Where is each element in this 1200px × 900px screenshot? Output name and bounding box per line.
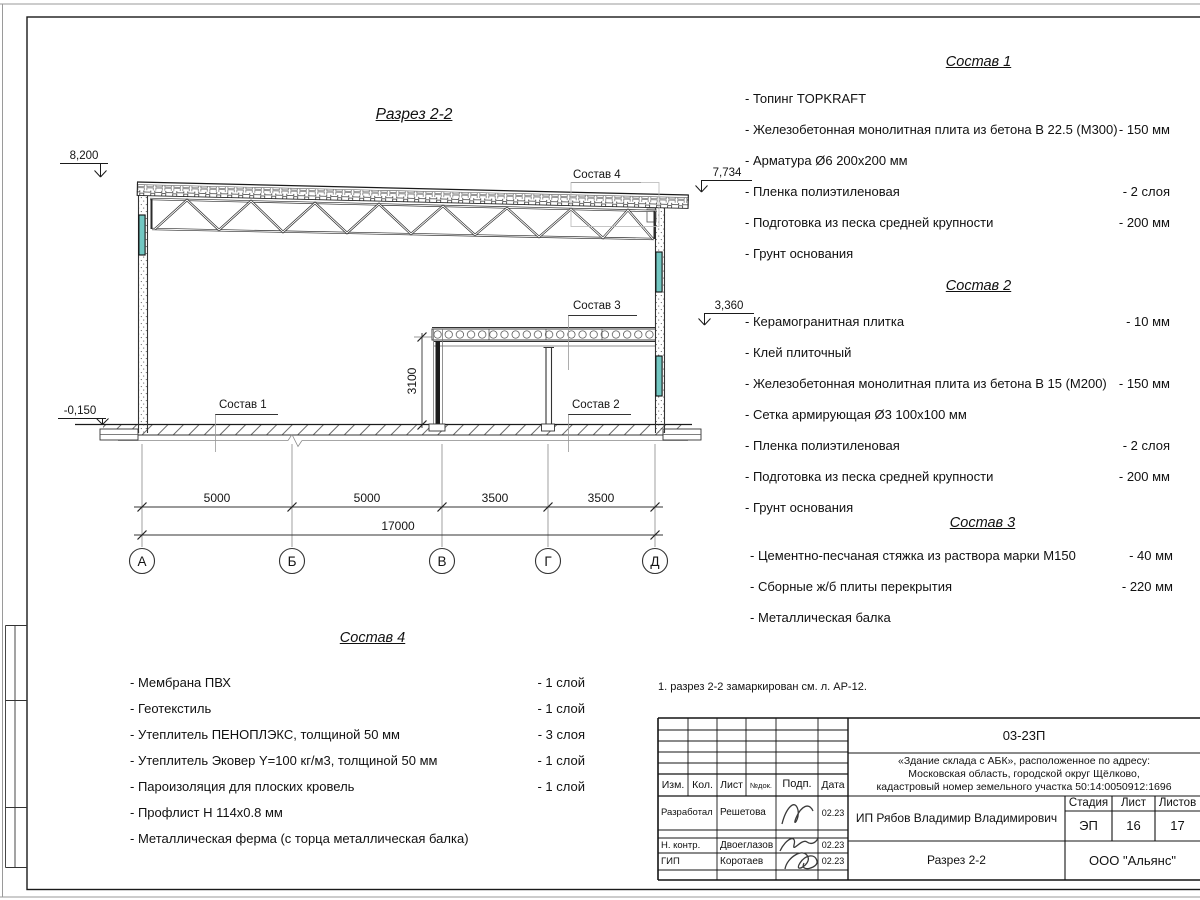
col-list: Лист xyxy=(720,778,743,791)
col-izm: Изм. xyxy=(661,778,685,791)
list-item: - Пленка полиэтиленовая - 2 слоя xyxy=(745,437,1170,453)
mezzanine xyxy=(429,328,656,432)
composition-3-block xyxy=(750,516,1173,642)
sheet-note: 1. разрез 2-2 замаркирован см. л. АР-12. xyxy=(658,681,867,693)
level-text-minus-0150: -0,150 xyxy=(63,405,97,417)
list-item: - Керамогранитная плитка - 10 мм xyxy=(745,313,1170,329)
axis-label-a: А xyxy=(137,554,147,569)
row1-role: Разработал xyxy=(661,807,713,819)
dim-text-3100: 3100 xyxy=(405,367,419,395)
composition-4-block xyxy=(112,631,585,858)
list-item: - Пленка полиэтиленовая - 2 слоя xyxy=(745,183,1170,199)
stage-label: Стадия xyxy=(1068,796,1109,809)
level-mark-8200 xyxy=(60,164,108,178)
document-number: 03-23П xyxy=(1002,727,1046,743)
dim-text-3500-vg: 3500 xyxy=(481,491,509,505)
signature-nkontr xyxy=(780,838,818,851)
level-text-8200: 8,200 xyxy=(69,150,99,162)
list-item: - Грунт основания xyxy=(745,499,854,515)
level-text-3360: 3,360 xyxy=(714,300,744,312)
signature-gip xyxy=(785,853,817,869)
list-item: - Топинг TOPKRAFT xyxy=(745,90,867,106)
list-item: - Утеплитель Эковер Y=100 кг/м3, толщиной 50 мм - 1 слой xyxy=(130,752,585,768)
composition-1-block xyxy=(745,55,1170,278)
dim-text-5000-bv: 5000 xyxy=(353,491,381,505)
level-mark-minus-0150 xyxy=(58,419,109,425)
project-description: «Здание склада с АБК», расположенное по адресу: Московская область, городской округ Щёлково, кадастровый номер земельного участка 50:14:0050912:1696 xyxy=(876,755,1172,793)
list-item: - Грунт основания xyxy=(745,245,854,261)
col-podp: Подп. xyxy=(782,778,812,791)
row2-date: 02.23 xyxy=(821,840,845,851)
list-item: - Металлическая ферма (с торца металлическая балка) xyxy=(130,830,469,846)
list-item: - Металлическая балка xyxy=(750,609,891,625)
list-item: - Цементно-песчаная стяжка из раствора марки М150 - 40 мм xyxy=(750,547,1173,563)
sheets-total: 17 xyxy=(1170,818,1185,834)
company-name: ООО "Альянс" xyxy=(1089,852,1176,868)
row1-date: 02.23 xyxy=(821,807,845,818)
window-right-lower xyxy=(656,356,662,396)
composition-4-title: Состав 4 xyxy=(339,630,406,646)
col-data: Дата xyxy=(821,778,845,791)
sheet-number: 16 xyxy=(1126,818,1141,834)
composition-2-block xyxy=(745,279,1170,532)
axis-label-b: Б xyxy=(287,554,297,569)
list-item: - Пароизоляция для плоских кровель - 1 слой xyxy=(130,778,585,794)
list-item: - Железобетонная монолитная плита из бетона В 15 (М200) - 150 мм xyxy=(745,375,1170,391)
axis-label-d: Д xyxy=(650,554,660,569)
composition-2-title: Состав 2 xyxy=(945,278,1012,294)
row3-date: 02.23 xyxy=(821,856,845,867)
composition-1-title: Состав 1 xyxy=(945,54,1012,70)
bottom-dimensions xyxy=(134,444,663,547)
callout-sostav2: Состав 2 xyxy=(572,399,620,411)
list-item: - Подготовка из песка средней крупности - 200 мм xyxy=(745,468,1170,484)
stage-value: ЭП xyxy=(1079,818,1098,834)
floor-slab xyxy=(75,425,701,447)
col-kol: Кол. xyxy=(692,778,713,791)
client-name: ИП Рябов Владимир Владимирович xyxy=(855,811,1058,826)
level-mark-7734 xyxy=(696,181,753,193)
composition-3-title: Состав 3 xyxy=(949,515,1016,531)
callout-sostav1: Состав 1 xyxy=(219,399,267,411)
signatures xyxy=(780,805,818,869)
list-item: - Профлист Н 114x0.8 мм xyxy=(130,804,283,820)
row2-role: Н. контр. xyxy=(661,839,701,851)
list-item: - Утеплитель ПЕНОПЛЭКС, толщиной 50 мм - 3 слоя xyxy=(130,726,585,742)
sheets-label: Листов xyxy=(1158,796,1197,809)
axis-label-v: В xyxy=(437,554,447,569)
window-left xyxy=(139,215,145,255)
col-ndok: №док. xyxy=(750,780,772,790)
dimension-3100 xyxy=(405,333,432,430)
list-item: - Сетка армирующая Ø3 100x100 мм xyxy=(745,406,967,422)
list-item: - Сборные ж/б плиты перекрытия - 220 мм xyxy=(750,578,1173,594)
row2-name: Двоеглазов xyxy=(720,839,774,851)
sheet-title: Разрез 2-2 xyxy=(927,853,986,868)
axis-label-g: Г xyxy=(544,554,552,569)
dim-text-3500-gd: 3500 xyxy=(587,491,615,505)
list-item: - Арматура Ø6 200x200 мм xyxy=(745,152,908,168)
window-right-upper xyxy=(656,252,662,292)
row1-name: Решетова xyxy=(720,807,766,818)
signature-razrabotal xyxy=(782,805,813,824)
row3-role: ГИП xyxy=(661,855,680,867)
list-item: - Клей плиточный xyxy=(745,344,852,360)
callout-sostav4: Состав 4 xyxy=(573,169,621,181)
axis-bubbles xyxy=(130,549,668,574)
dim-text-5000-ab: 5000 xyxy=(203,491,231,505)
level-text-7734: 7,734 xyxy=(712,167,742,179)
sheet-label: Лист xyxy=(1121,796,1146,809)
list-item: - Мембрана ПВХ - 1 слой xyxy=(130,674,585,690)
list-item: - Геотекстиль - 1 слой xyxy=(130,700,585,716)
section-title: Разрез 2-2 xyxy=(375,106,453,123)
callout-sostav3: Состав 3 xyxy=(573,300,621,312)
section-drawing xyxy=(58,150,754,574)
row3-name: Коротаев xyxy=(720,855,764,867)
dim-text-17000: 17000 xyxy=(381,519,415,533)
list-item: - Железобетонная монолитная плита из бетона В 22.5 (М300) - 150 мм xyxy=(745,121,1170,137)
list-item: - Подготовка из песка средней крупности - 200 мм xyxy=(745,214,1170,230)
left-margin-stamps xyxy=(6,626,28,868)
